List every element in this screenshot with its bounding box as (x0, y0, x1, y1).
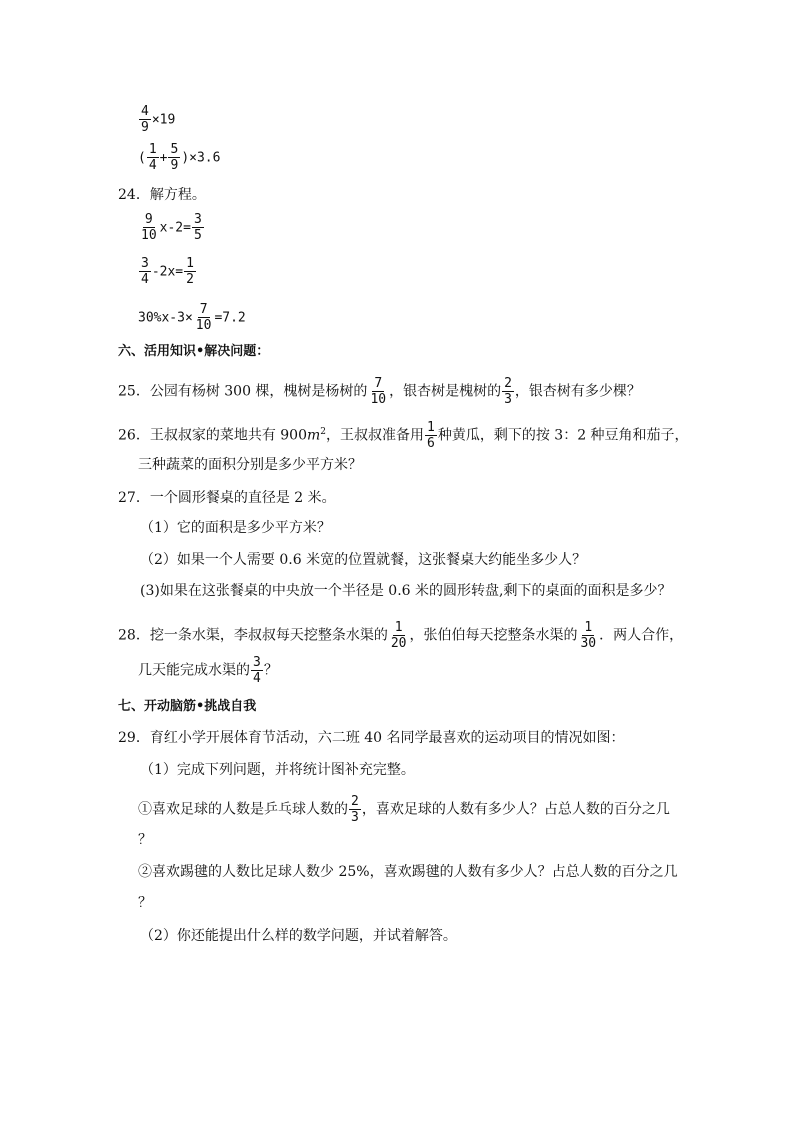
fraction: $\frac{2}{3}$ (351, 794, 359, 825)
section-6-heading: 六、活用知识•解决问题： (118, 344, 270, 359)
question-29-sub-1: （1）完成下列问题，并将统计图补充完整。 (140, 762, 415, 778)
question-29-item-1-end: ？ (138, 832, 152, 848)
calc-expression-b: ( $\frac{1}{4}$ + $\frac{5}{9}$ )×3.6 (138, 142, 221, 173)
fraction: $\frac{1}{6}$ (427, 420, 435, 451)
question-26: 26．王叔叔家的菜地共有 $900m^2$，王叔叔准备用 $\frac{1}{6}$ 种黄瓜，剩下的按 3：2 种豆角和茄子， (118, 420, 689, 451)
fraction: $\frac{1}{4}$ (148, 142, 157, 173)
question-24-title: 24．解方程。 (118, 187, 206, 203)
question-27-title: 27．一个圆形餐桌的直径是 2 米。 (118, 490, 336, 506)
question-27-sub-1: （1）它的面积是多少平方米？ (140, 520, 331, 536)
question-25: 25．公园有杨树 300 棵，槐树是杨树的 $\frac{7}{10}$ ，银杏树是槐树的 $\frac{2}{3}$ ，银杏树有多少棵？ (118, 376, 641, 407)
question-29-title: 29．育红小学开展体育节活动，六二班 40 名同学最喜欢的运动项目的情况如图： (118, 730, 625, 746)
question-29-item-2-end: ？ (138, 895, 152, 911)
equation-2: $\frac{3}{4}$ -2x= $\frac{1}{2}$ (141, 256, 194, 287)
question-29-sub-2: （2）你还能提出什么样的数学问题，并试着解答。 (140, 928, 457, 944)
fraction: $\frac{1}{20}$ (390, 620, 407, 651)
fraction: $\frac{1}{30}$ (580, 620, 597, 651)
fraction: $\frac{3}{5}$ (193, 212, 202, 243)
question-28-line-2: 几天能完成水渠的 $\frac{3}{4}$ ？ (138, 655, 278, 686)
question-27-sub-3: (3)如果在这张餐桌的中央放一个半径是 0.6 米的圆形转盘,剩下的桌面的面积是多少？ (140, 583, 672, 599)
fraction: $\frac{1}{2}$ (186, 256, 194, 287)
fraction: $\frac{3}{4}$ (253, 655, 261, 686)
calc-expression-a: $\frac{4}{9}$ ×19 (141, 104, 176, 135)
fraction: $\frac{3}{4}$ (141, 256, 149, 287)
equation-3: 30%x-3× $\frac{7}{10}$ =7.2 (138, 302, 246, 333)
question-26-line-2: 三种蔬菜的面积分别是多少平方米？ (138, 457, 362, 473)
fraction: $\frac{5}{9}$ (170, 142, 179, 173)
equation-1: $\frac{9}{10}$ x-2= $\frac{3}{5}$ (141, 212, 202, 243)
fraction: $\frac{4}{9}$ (141, 104, 149, 135)
question-29-item-1: ①喜欢足球的人数是乒乓球人数的 $\frac{2}{3}$ ，喜欢足球的人数有多少人？占总人数的百分之几 (138, 794, 670, 825)
question-29-item-2: ②喜欢踢毽的人数比足球人数少 25%，喜欢踢毽的人数有多少人？占总人数的百分之几 (138, 864, 678, 880)
question-28: 28．挖一条水渠，李叔叔每天挖整条水渠的 $\frac{1}{20}$ ，张伯伯每天挖整条水渠的 $\frac{1}{30}$ ．两人合作， (118, 620, 684, 651)
fraction: $\frac{7}{10}$ (370, 376, 387, 407)
fraction: $\frac{2}{3}$ (504, 376, 512, 407)
question-27-sub-2: （2）如果一个人需要 0.6 米宽的位置就餐，这张餐桌大约能坐多少人？ (140, 552, 587, 568)
fraction: $\frac{9}{10}$ (141, 212, 157, 243)
fraction: $\frac{7}{10}$ (195, 302, 212, 333)
section-7-heading: 七、开动脑筋•挑战自我 (118, 699, 257, 714)
